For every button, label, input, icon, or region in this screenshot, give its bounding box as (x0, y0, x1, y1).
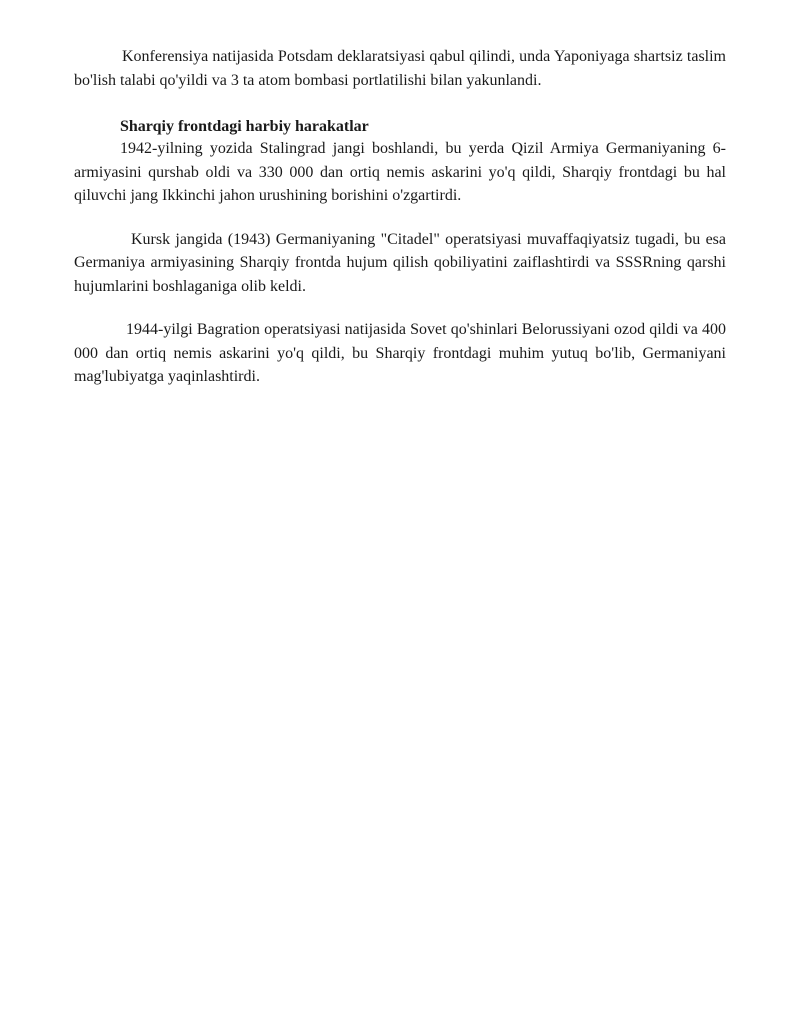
paragraph-stalingrad: 1942-yilning yozida Stalingrad jangi boshlandi, bu yerda Qizil Armiya Germaniyaning 6-armiyasini qurshab oldi va 330 000 dan ortiq nemis askarini yo'q qildi, Sharqiy frontdagi bu hal qiluvchi jang Ikkinchi jahon urushining borishini o'zgartirdi. (74, 140, 726, 204)
document-body (74, 45, 726, 389)
paragraph-potsdam: Konferensiya natijasida Potsdam deklaratsiyasi qabul qilindi, unda Yaponiyaga shartsiz taslim bo'lish talabi qo'yildi va 3 ta atom bombasi portlatilishi bilan yakunlandi. (74, 48, 726, 89)
section-heading: Sharqiy frontdagi harbiy harakatlar (120, 118, 369, 135)
paragraph-bagration: 1944-yilgi Bagration operatsiyasi natijasida Sovet qo'shinlari Belorussiyani ozod qildi va 400 000 dan ortiq nemis askarini yo'q qildi, bu Sharqiy frontdagi muhim yutuq bo'lib, Germaniyani mag'lubiyatga yaqinlashtirdi. (74, 321, 726, 385)
paragraph-kursk: Kursk jangida (1943) Germaniyaning "Citadel" operatsiyasi muvaffaqiyatsiz tugadi, bu esa Germaniya armiyasining Sharqiy frontda hujum qilish qobiliyatini zaiflashtirdi va SSSRning qarshi hujumlarini boshlaganiga olib keldi. (74, 230, 726, 295)
